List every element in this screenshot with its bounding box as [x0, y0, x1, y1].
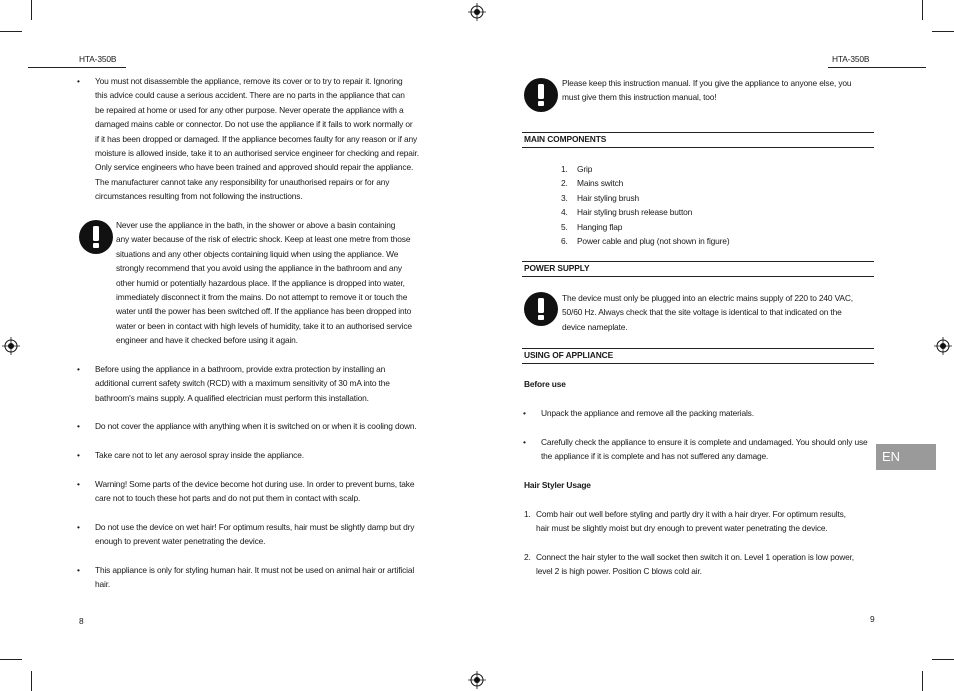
crop-mark	[922, 671, 923, 691]
left-bullet-6	[77, 520, 440, 549]
step-number: 1.	[524, 509, 531, 519]
list-item	[561, 176, 861, 190]
text-line: Warning! Some parts of the device become hot during use. In order to prevent burns, take	[95, 479, 415, 489]
bullet-icon: •	[77, 364, 80, 374]
text-line: moisture is allowed inside, take it to an authorised service engineer for checking and repair.	[95, 148, 419, 159]
text-line: Before using the appliance in a bathroom, provide extra protection by installing an	[95, 364, 386, 374]
text-line: this advice could cause a serious accident. There are no parts in the appliance that can	[95, 90, 405, 101]
list-number: 6.	[561, 236, 568, 247]
text-line: Never use the appliance in the bath, in the shower or above a basin containing	[116, 220, 396, 230]
step-number: 2.	[524, 552, 531, 562]
crop-mark	[31, 0, 32, 20]
text-line: strongly recommend that you avoid using the appliance in the bathroom and any	[116, 263, 402, 274]
text-line: water or been in contact with high levels of humidity, take it to an authorised service	[116, 320, 412, 331]
left-bullet-3	[77, 419, 440, 433]
bullet-icon: •	[77, 565, 80, 575]
text-line: The manufacturer cannot take any responsibility for unauthorised repairs or for any	[95, 176, 390, 187]
text-line: situations and any other objects containing liquid when using the appliance. We	[116, 248, 399, 259]
bullet-icon: •	[77, 76, 80, 86]
bullet-icon: •	[523, 408, 526, 418]
text-line: Please keep this instruction manual. If you give the appliance to anyone else, you	[562, 78, 852, 88]
registration-mark-icon	[2, 337, 20, 355]
text-line: damaged mains cable or connector. Do not use the appliance if it fails to work normally or	[95, 119, 413, 130]
list-number: 1.	[561, 164, 568, 174]
text-line: Do not use the device on wet hair! For optimum results, hair must be slightly damp but dry	[95, 522, 415, 532]
bullet-icon: •	[77, 479, 80, 489]
component-label: Hair styling brush	[577, 192, 639, 203]
component-label: Hair styling brush release button	[577, 207, 693, 218]
components-list	[561, 162, 861, 248]
registration-mark-icon	[934, 337, 952, 355]
list-number: 5.	[561, 221, 568, 232]
left-bullet-4	[77, 448, 440, 462]
text-line: the appliance if it is complete and has not suffered any damage.	[541, 451, 769, 462]
text-line: circumstances resulting from not following the instructions.	[95, 191, 303, 202]
crop-mark	[0, 659, 22, 660]
component-label: Mains switch	[577, 178, 624, 189]
bullet-icon: •	[77, 450, 80, 460]
warning-exclamation-icon	[524, 292, 558, 326]
section-title-main-components: MAIN COMPONENTS	[524, 134, 607, 144]
list-number: 2.	[561, 178, 568, 189]
text-line: other humid or potentially hazardous place. If the appliance is dropped into water,	[116, 277, 405, 288]
left-bullet-7	[77, 563, 440, 592]
page-number-left: 8	[79, 616, 84, 626]
list-number: 3.	[561, 192, 568, 203]
text-line: Connect the hair styler to the wall socket then switch it on. Level 1 operation is low power,	[536, 552, 854, 562]
text-line: hair.	[95, 579, 111, 590]
header-model-left: HTA-350B	[79, 54, 117, 64]
warning-exclamation-icon	[79, 220, 113, 254]
text-line: any water because of the risk of electric shock. Keep at least one metre from those	[116, 234, 411, 245]
component-label: Grip	[577, 164, 593, 174]
header-rule-left	[28, 67, 126, 68]
before-use-heading: Before use	[524, 379, 566, 389]
component-label: Hanging flap	[577, 221, 623, 232]
section-rule	[522, 276, 874, 277]
text-line: Carefully check the appliance to ensure it is complete and undamaged. You should only use	[541, 437, 868, 447]
section-rule	[522, 363, 874, 364]
power-supply-warning	[562, 291, 872, 334]
text-line: 50/60 Hz. Always check that the site voltage is identical to that indicated on the	[562, 307, 842, 318]
section-title-using: USING OF APPLIANCE	[524, 350, 614, 360]
list-number: 4.	[561, 207, 568, 218]
list-item	[561, 234, 861, 248]
text-line: device nameplate.	[562, 321, 628, 332]
text-line: care not to touch these hot parts and do not put them in contact with scalp.	[95, 493, 361, 504]
section-rule	[522, 147, 874, 148]
text-line: bathroom's mains supply. A qualified electrician must perform this installation.	[95, 392, 369, 403]
text-line: The device must only be plugged into an electric mains supply of 220 to 240 VAC,	[562, 293, 853, 303]
text-line: Take care not to let any aerosol spray inside the appliance.	[95, 450, 304, 460]
text-line: if it has been dropped or damaged. If the appliance becomes faulty for any reason or if any	[95, 133, 418, 144]
warning-exclamation-icon	[524, 78, 558, 112]
text-line: must give them this instruction manual, too!	[562, 92, 717, 103]
text-line: This appliance is only for styling human hair. It must not be used on animal hair or artificial	[95, 565, 415, 575]
language-tab: EN	[876, 444, 936, 470]
crop-mark	[922, 0, 923, 20]
text-line: hair must be slightly moist but dry enough to prevent water penetrating the device.	[536, 523, 828, 534]
usage-step-1	[524, 507, 874, 536]
before-use-bullet-1	[523, 406, 876, 420]
section-rule	[522, 132, 874, 133]
keep-manual-warning	[562, 76, 872, 105]
text-line: Only service engineers who have been trained and approved should repair the appliance.	[95, 162, 414, 173]
text-line: additional current safety switch (RCD) with a maximum sensitivity of 30 mA into the	[95, 378, 390, 389]
bullet-icon: •	[77, 421, 80, 431]
header-rule-right	[828, 67, 926, 68]
registration-mark-icon	[468, 671, 486, 689]
header-model-right: HTA-350B	[832, 54, 870, 64]
text-line: be repaired at home or used for any other purpose. Never operate the appliance with a	[95, 104, 404, 115]
section-rule	[522, 348, 874, 349]
bullet-icon: •	[523, 437, 526, 447]
text-line: level 2 is high power. Position C blows cold air.	[536, 566, 702, 577]
section-rule	[522, 261, 874, 262]
left-bullet-1	[77, 74, 440, 204]
left-bullet-5	[77, 477, 440, 506]
list-item	[561, 220, 861, 234]
crop-mark	[31, 671, 32, 691]
registration-mark-icon	[468, 3, 486, 21]
usage-step-2	[524, 550, 874, 579]
text-line: Do not cover the appliance with anything when it is switched on or when it is cooling down.	[95, 421, 417, 431]
list-item	[561, 205, 861, 219]
text-line: You must not disassemble the appliance, remove its cover or to try to repair it. Ignoring	[95, 76, 403, 86]
list-item	[561, 191, 861, 205]
crop-mark	[932, 31, 954, 32]
crop-mark	[932, 659, 954, 660]
text-line: Comb hair out well before styling and partly dry it with a hair dryer. For optimum results,	[536, 509, 846, 519]
before-use-bullet-2	[523, 435, 876, 464]
list-item	[561, 162, 861, 176]
text-line: enough to prevent water penetrating the device.	[95, 536, 266, 547]
left-bullet-2	[77, 362, 440, 405]
text-line: engineer and have it checked before using it again.	[116, 335, 298, 346]
bullet-icon: •	[77, 522, 80, 532]
bath-warning-text	[116, 218, 436, 348]
text-line: Unpack the appliance and remove all the packing materials.	[541, 408, 754, 418]
component-label: Power cable and plug (not shown in figure)	[577, 236, 730, 247]
text-line: water until the power has been switched off. If the appliance has been dropped into	[116, 306, 412, 317]
crop-mark	[0, 31, 22, 32]
text-line: immediately disconnect it from the mains. Do not attempt to remove it or touch the	[116, 292, 408, 303]
section-title-power-supply: POWER SUPPLY	[524, 263, 590, 273]
page-number-right: 9	[870, 614, 875, 624]
usage-heading: Hair Styler Usage	[524, 480, 591, 490]
